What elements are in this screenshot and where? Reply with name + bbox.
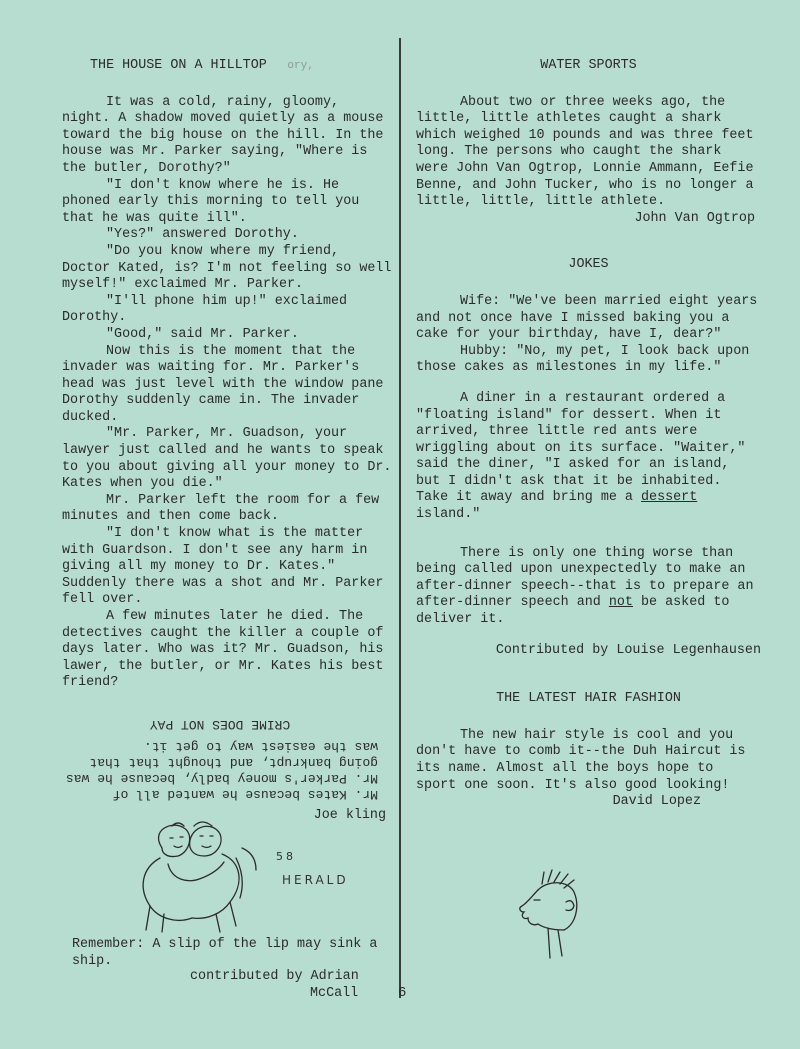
figures-doodle [132,818,262,936]
joke-diner-end: island." [416,507,481,523]
water-sports-text: About two or three weeks ago, the little, little athletes caught a shark which weighed 10 pounds and was three feet long. The persons who caught the shark were John Van Ogtrop, Lonnie Ammann, Eefie Benne, and John Tucker, who is no longer a little, little, little athlete. [416,94,754,210]
story-paragraph: Mr. Parker left the room for a few minutes and then come back. [62,492,380,525]
hair-fashion-signature: David Lopez [612,794,701,810]
joke-diner-underlined: dessert [641,490,698,506]
hair-fashion-title: THE LATEST HAIR FASHION [496,691,681,707]
contributor-line: contributed by Adrian [190,969,359,984]
answer-line: was the easiest way to get it. [143,738,378,754]
story-title-text: THE HOUSE ON A HILLTOP [90,58,267,73]
jokes-title: JOKES [568,257,609,273]
story-paragraph: "I don't know where he is. He phoned early this morning to tell you that he was quite ill". [62,177,360,226]
joke-hubby: Hubby: "No, my pet, I look back upon those cakes as milestones in my life." [416,343,750,376]
contributor-credit [190,968,359,1002]
story-paragraph: It was a cold, rainy, gloomy, night. A shadow moved quietly as a mouse toward the big house on the hill. In the house was Mr. Parker saying, "Where is the butler, Dorothy?" [62,94,384,176]
answer-line: Mr. Kates because he wanted all of [112,786,378,802]
column-divider [399,38,401,998]
joke-speech-underlined: not [608,595,633,611]
herald-word: HERALD [282,873,349,887]
story-signature: Joe kling [313,807,386,823]
joke-wife: Wife: "We've been married eight years and not once have I missed baking you a cake for your birthday, have I, dear?" [416,293,758,343]
story-paragraph: "Yes?" answered Dorothy. [106,227,299,243]
right-column [416,58,761,811]
story-paragraph: "Good," said Mr. Parker. [106,326,299,342]
contributor-line: McCall [310,986,359,1001]
joke-speech-end: be asked to deliver it. [416,595,730,628]
upside-down-answer [62,716,392,802]
title-scrawl: ory, [280,60,314,72]
story-paragraph: "Do you know where my friend, Doctor Kated, is? I'm not feeling so well myself!" exclaimed Mr. Parker. [62,243,392,293]
herald-handwriting [276,850,349,887]
answer-line: Mr. Parker's money badly, because he was [65,770,378,786]
joke-diner-text: A diner in a restaurant ordered a "floating island" for dessert. When it arrived, three little red ants were wriggling about on its surface. "Waiter," said the diner, "I asked for an island, but I didn't ask that it be inhabited. Take it away and bring me a [416,390,746,506]
jokes-signature: Contributed by Louise Legenhausen [495,642,761,658]
joke-diner [416,391,761,524]
footnote: Remember: A slip of the lip may sink a ship. [72,937,378,969]
story-title [62,58,392,75]
page-number: 6 [398,985,407,1001]
answer-line: going bankrupt, and thought that that [89,754,378,770]
story-paragraph: A few minutes later he died. The detectives caught the killer a couple of days later. Who was it? Mr. Guadson, his lawer, the butler, or Mr. Kates his best friend? [62,609,384,691]
hair-fashion-text: The new hair style is cool and you don't have to comb it--the Duh Haircut is its name. Almost all the boys hope to sport one soon. It's also good looking! [416,727,746,793]
left-column [62,58,392,825]
answer-heading: CRIME DOES NOT PAY [149,716,291,732]
story-paragraph: "Mr. Parker, Mr. Guadson, your lawyer just called and he wants to speak to you about giving all your money to Dr. Kates when you die." [62,426,392,492]
water-sports-signature: John Van Ogtrop [634,210,755,226]
water-sports-title: WATER SPORTS [540,58,637,73]
herald-number: 58 [276,850,296,863]
story-paragraph: Now this is the moment that the invader was waiting for. Mr. Parker's head was just level with the window pane Dorothy suddenly came in. The invader ducked. [62,343,384,425]
story-paragraph: "I don't know what is the matter with Guardson. I don't see any harm in giving all my money to Dr. Kates." Suddenly there was a shot and Mr. Parker fell over. [62,526,384,608]
joke-speech-text: There is only one thing worse than being called upon unexpectedly to make an after-dinner speech--that is to prepare an after-dinner speech and [416,545,754,611]
face-doodle [508,866,598,966]
joke-speech [416,546,761,629]
story-paragraph: "I'll phone him up!" exclaimed Dorothy. [62,293,348,326]
